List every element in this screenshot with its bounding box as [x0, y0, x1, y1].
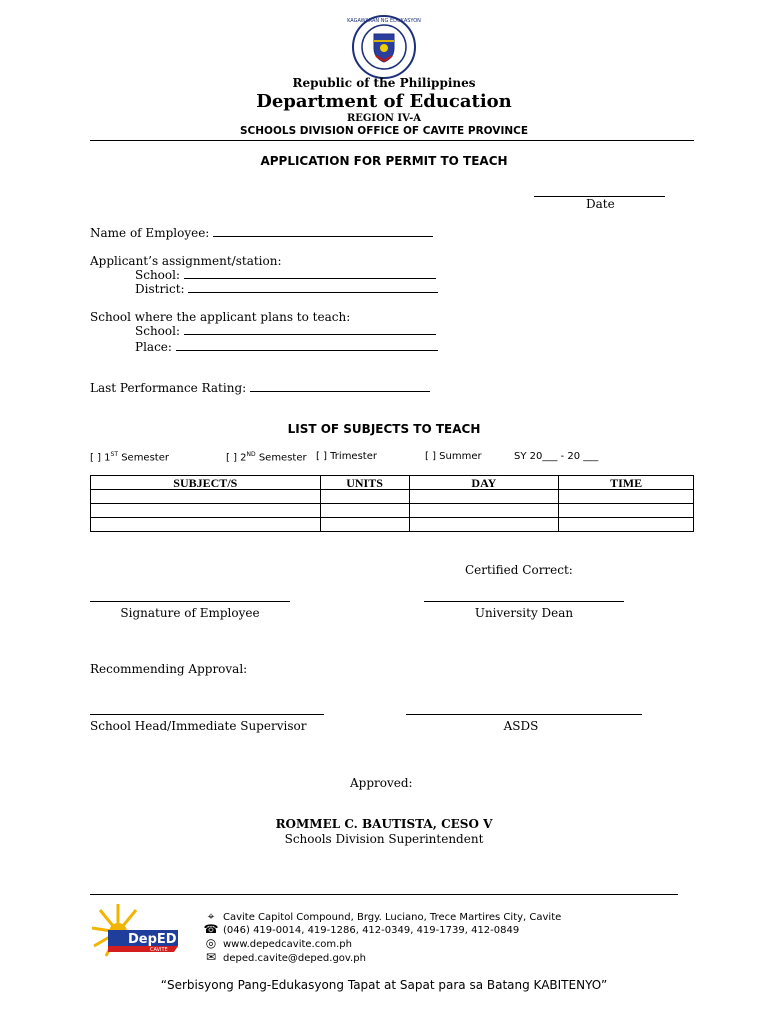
table-cell[interactable] — [559, 490, 694, 504]
column-subjects: SUBJECT/S — [91, 476, 321, 490]
assignment-district-field[interactable] — [135, 282, 438, 296]
table-cell[interactable] — [320, 490, 409, 504]
footer-tagline: “Serbisyong Pang-Edukasyong Tapat at Sapat para sa Batang KABITENYO” — [160, 978, 608, 992]
department-name: Department of Education — [256, 91, 512, 112]
svg-text:KAGAWARAN NG EDUKASYON: KAGAWARAN NG EDUKASYON — [347, 18, 421, 24]
header-divider — [90, 140, 694, 141]
assignment-district-label: District: — [135, 282, 185, 296]
dean-signature-label: University Dean — [474, 606, 574, 620]
employee-name-line[interactable] — [213, 236, 433, 237]
footer-address: Cavite Capitol Compound, Brgy. Luciano, Trece Martires City, Cavite — [223, 912, 562, 923]
plan-place-field[interactable] — [135, 340, 438, 354]
school-year-field[interactable]: SY 20___ - 20 ___ — [514, 451, 599, 462]
footer-web-row[interactable] — [203, 936, 352, 950]
form-title: APPLICATION FOR PERMIT TO TEACH — [260, 154, 508, 168]
semester2-suffix: Semester — [255, 452, 307, 464]
rating-label: Last Performance Rating: — [90, 381, 247, 395]
rating-line[interactable] — [250, 391, 430, 392]
assignment-school-label: School: — [135, 268, 180, 282]
table-cell[interactable] — [91, 504, 321, 518]
table-cell[interactable] — [320, 518, 409, 532]
table-cell[interactable] — [559, 504, 694, 518]
table-header-row — [91, 476, 694, 490]
footer-email-link[interactable]: deped.cavite@deped.gov.ph — [223, 953, 366, 964]
subjects-table — [90, 475, 694, 532]
table-cell[interactable] — [409, 504, 559, 518]
dean-signature-line[interactable] — [424, 601, 624, 602]
region-name: REGION IV-A — [346, 113, 422, 124]
asds-signature-label: ASDS — [503, 719, 539, 733]
envelope-icon: ✉ — [205, 950, 217, 964]
footer-email-row[interactable] — [203, 950, 366, 964]
asds-signature-line[interactable] — [406, 714, 642, 715]
semester2-sup: ND — [246, 451, 256, 458]
superintendent-title: Schools Division Superintendent — [284, 832, 484, 846]
certified-label: Certified Correct: — [465, 563, 573, 577]
rating-field[interactable] — [90, 381, 430, 395]
country-name: Republic of the Philippines — [292, 76, 476, 90]
footer-phone-row — [203, 922, 519, 936]
deped-seal-icon — [343, 14, 425, 80]
logo-text: DepED — [128, 932, 177, 947]
table-cell[interactable] — [91, 490, 321, 504]
table-cell[interactable] — [559, 518, 694, 532]
semester1-option[interactable] — [90, 451, 169, 463]
assignment-label: Applicant’s assignment/station: — [90, 254, 282, 268]
employee-name-label: Name of Employee: — [90, 226, 210, 240]
logo-subtext: CAVITE — [150, 947, 168, 953]
subjects-title: LIST OF SUBJECTS TO TEACH — [287, 422, 481, 436]
semester2-prefix: [ ] 2 — [226, 452, 247, 464]
column-time: TIME — [559, 476, 694, 490]
footer-website-link[interactable]: www.depedcavite.com.ph — [223, 939, 352, 950]
globe-icon: ◎ — [205, 936, 217, 950]
table-row[interactable] — [91, 518, 694, 532]
semester2-option[interactable] — [226, 451, 307, 463]
semester1-prefix: [ ] 1 — [90, 452, 111, 464]
plan-school-line[interactable] — [184, 334, 436, 335]
table-cell[interactable] — [91, 518, 321, 532]
column-units: UNITS — [320, 476, 409, 490]
plans-label: School where the applicant plans to teach: — [90, 310, 351, 324]
column-day: DAY — [409, 476, 559, 490]
semester1-sup: ST — [110, 451, 119, 458]
employee-name-field[interactable] — [90, 226, 433, 240]
location-pin-icon: ⌖ — [207, 909, 215, 923]
assignment-district-line[interactable] — [188, 292, 438, 293]
office-name: SCHOOLS DIVISION OFFICE OF CAVITE PROVINCE — [239, 125, 529, 137]
telephone-icon: ☎ — [203, 922, 219, 936]
footer-phone: (046) 419-0014, 419-1286, 412-0349, 419-1739, 412-0849 — [223, 925, 520, 936]
trimester-option[interactable]: [ ] Trimester — [316, 451, 377, 462]
table-cell[interactable] — [320, 504, 409, 518]
superintendent-name: ROMMEL C. BAUTISTA, CESO V — [275, 817, 493, 831]
semester1-suffix: Semester — [118, 452, 169, 464]
plan-school-label: School: — [135, 324, 180, 338]
employee-signature-label: Signature of Employee — [120, 606, 260, 620]
deped-cavite-logo-icon — [88, 900, 188, 962]
date-label: Date — [586, 197, 615, 211]
employee-signature-line[interactable] — [90, 601, 290, 602]
supervisor-signature-label: School Head/Immediate Supervisor — [90, 719, 307, 733]
approved-label: Approved: — [350, 776, 413, 790]
summer-option[interactable]: [ ] Summer — [425, 451, 482, 462]
plan-school-field[interactable] — [135, 324, 436, 338]
table-row[interactable] — [91, 490, 694, 504]
recommending-label: Recommending Approval: — [90, 662, 248, 676]
plan-place-line[interactable] — [176, 350, 438, 351]
plan-place-label: Place: — [135, 340, 172, 354]
footer-divider — [90, 894, 678, 895]
table-row[interactable] — [91, 504, 694, 518]
supervisor-signature-line[interactable] — [90, 714, 324, 715]
table-cell[interactable] — [409, 490, 559, 504]
table-cell[interactable] — [409, 518, 559, 532]
assignment-school-line[interactable] — [184, 278, 436, 279]
assignment-school-field[interactable] — [135, 268, 436, 282]
